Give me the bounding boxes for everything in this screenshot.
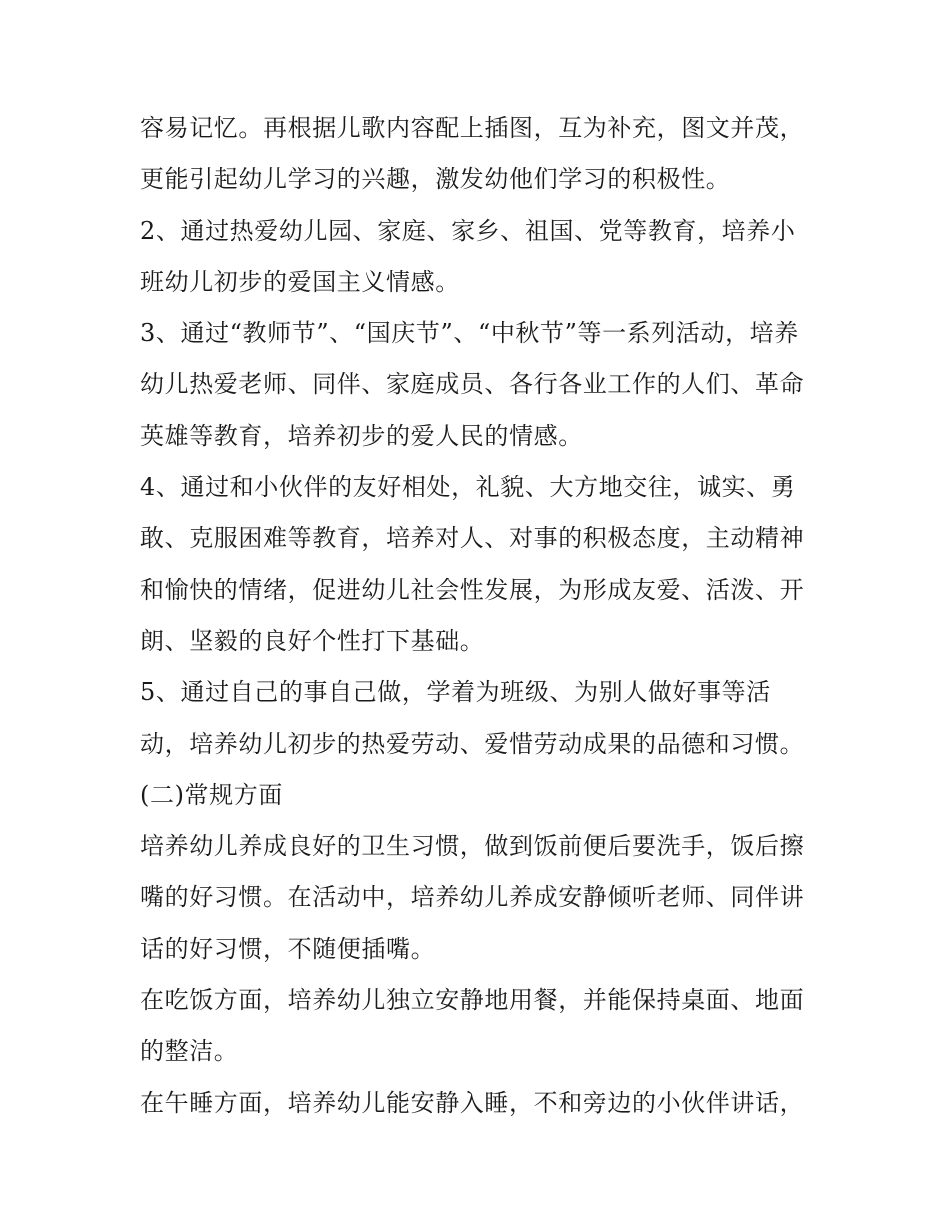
text-line: 在午睡方面，培养幼儿能安静入睡，不和旁边的小伙伴讲话， [140,1088,805,1117]
text-line: 敢、克服困难等教育，培养对人、对事的积极态度，主动精神 [140,524,805,553]
text-line: 在吃饭方面，培养幼儿独立安静地用餐，并能保持桌面、地面 [140,986,805,1015]
text-line: 3、通过“教师节”、“国庆节”、“中秋节”等一系列活动，培养 [140,319,799,348]
text-line: 和愉快的情绪，促进幼儿社会性发展，为形成友爱、活泼、开 [140,575,805,604]
text-line: 4、通过和小伙伴的友好相处，礼貌、大方地交往，诚实、勇 [140,473,796,502]
text-line: 嘴的好习惯。在活动中，培养幼儿养成安静倾听老师、同伴讲 [140,883,805,912]
text-line: 班幼儿初步的爱国主义情感。 [140,267,460,296]
text-line: 的整洁。 [140,1037,239,1066]
text-line: 培养幼儿养成良好的卫生习惯，做到饭前便后要洗手，饭后擦 [140,832,805,861]
text-line: 幼儿热爱老师、同伴、家庭成员、各行各业工作的人们、革命 [140,370,805,399]
document-body [140,106,830,1132]
text-line: 容易记忆。再根据儿歌内容配上插图，互为补充，图文并茂， [140,114,805,142]
text-line: 朗、坚毅的良好个性打下基础。 [140,626,485,655]
text-line: 话的好习惯，不随便插嘴。 [140,934,436,963]
section-heading: (二)常规方面 [140,780,283,809]
text-line: 5、通过自己的事自己做，学着为班级、为别人做好事等活 [140,678,771,707]
text-line: 英雄等教育，培养初步的爱人民的情感。 [140,421,583,450]
text-line: 更能引起幼儿学习的兴趣，激发幼他们学习的积极性。 [140,165,731,194]
text-line: 动，培养幼儿初步的热爱劳动、爱惜劳动成果的品德和习惯。 [140,729,805,758]
text-line: 2、通过热爱幼儿园、家庭、家乡、祖国、党等教育，培养小 [140,216,796,245]
